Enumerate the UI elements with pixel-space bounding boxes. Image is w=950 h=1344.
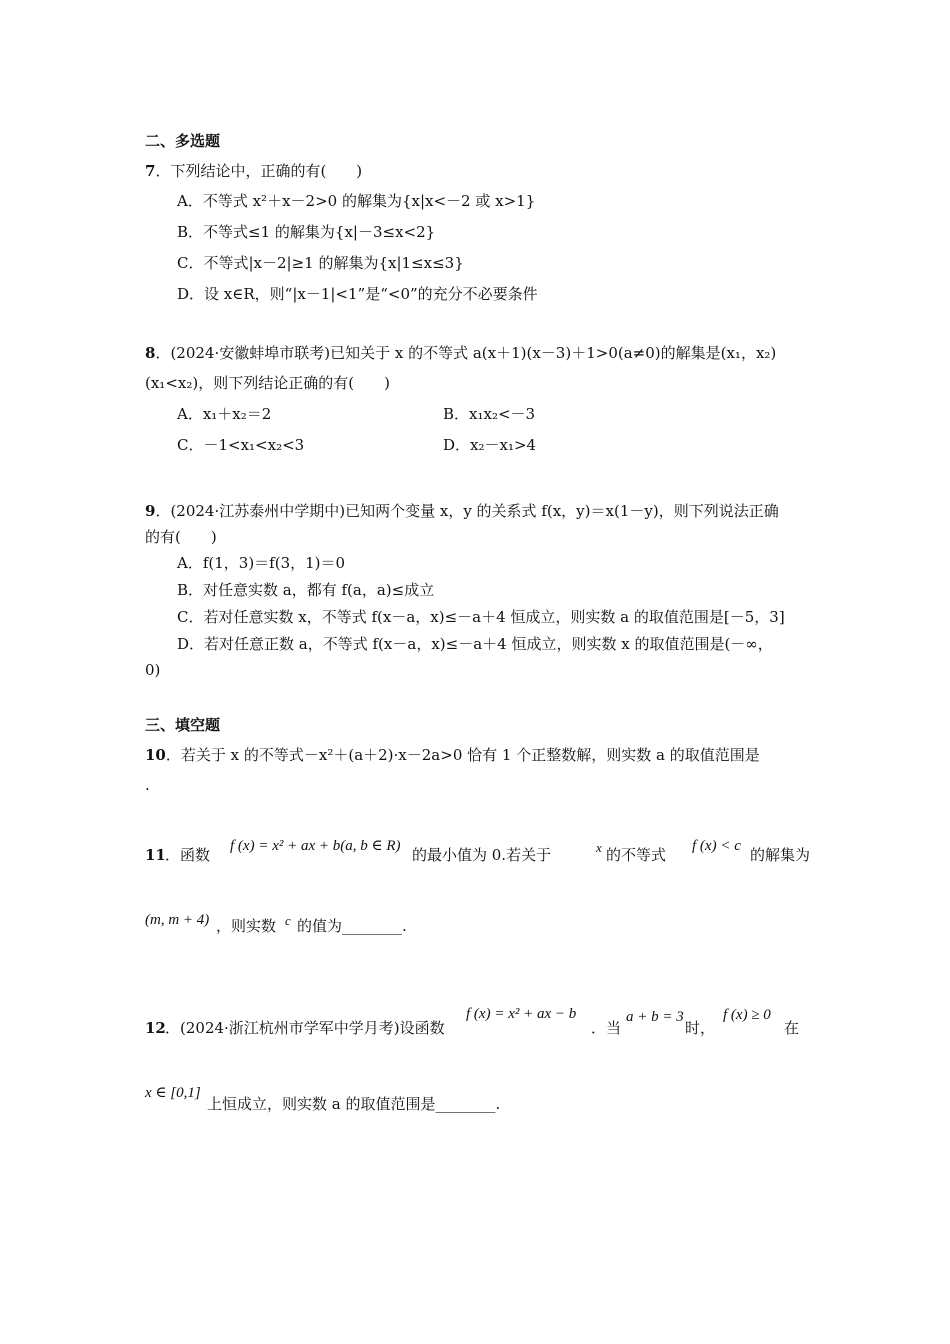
question-9-option-a: A．f(1，3)＝f(3，1)＝0 <box>177 554 346 572</box>
question-9-option-b: B．对任意实数 a，都有 f(a，a)≤成立 <box>177 581 435 599</box>
question-9-stem-line2: 的有( ) <box>145 528 217 546</box>
question-number: 9 <box>145 502 156 520</box>
question-11-text-5: ，则实数 <box>216 917 277 935</box>
question-12-number: 12 <box>145 1019 166 1037</box>
question-11-text-3: 的不等式 <box>606 846 667 864</box>
question-7-stem <box>145 161 362 181</box>
question-12-text-1: ．(2024·浙江杭州市学军中学月考)设函数 <box>165 1019 445 1037</box>
question-7-option-b: B．不等式≤1 的解集为{x|－3≤x<2} <box>177 223 436 241</box>
question-12-formula-sum: a + b = 3 <box>626 1009 684 1025</box>
question-8-stem-line1 <box>145 343 776 363</box>
question-text: ．若关于 x 的不等式－x²＋(a＋2)·x－2a>0 恰有 1 个正整数解，则实数 a 的取值范围是 <box>165 746 760 764</box>
question-7-option-a: A．不等式 x²＋x－2>0 的解集为{x|x<－2 或 x>1} <box>177 192 536 210</box>
question-8-option-a: A．x₁＋x₂＝2 <box>177 405 272 423</box>
question-7-option-c: C．不等式|x－2|≥1 的解集为{x|1≤x≤3} <box>177 254 464 272</box>
question-7-option-d: D．设 x∈R，则“|x－1|<1”是“<0”的充分不必要条件 <box>177 285 538 303</box>
question-11-formula-inequality: f (x) < c <box>692 838 741 854</box>
question-number: 7 <box>145 162 156 180</box>
question-12-formula-domain: x ∈ [0,1] <box>145 1085 201 1101</box>
question-12-formula-nonnegative: f (x) ≥ 0 <box>723 1007 771 1023</box>
question-9-option-d-line2: 0) <box>145 661 161 679</box>
section-title-multiple-choice: 二、多选题 <box>145 132 221 150</box>
section-title-fill-in: 三、填空题 <box>145 716 221 734</box>
question-11-formula-x: x <box>596 840 602 855</box>
question-8-stem-line2: (x₁<x₂)，则下列结论正确的有( ) <box>145 374 390 392</box>
question-10-stem-line1 <box>145 745 760 765</box>
question-12-text-5: 上恒成立，则实数 a 的取值范围是________. <box>207 1095 501 1113</box>
question-9-option-c: C．若对任意实数 x，不等式 f(x－a，x)≤－a＋4 恒成立，则实数 a 的取值范围是[－5，3] <box>177 608 785 626</box>
question-number: 8 <box>145 344 156 362</box>
question-text: ．(2024·安徽蚌埠市联考)已知关于 x 的不等式 a(x＋1)(x－3)＋1>0(a≠0)的解集是(x₁，x₂) <box>155 344 777 362</box>
question-11-text-1: ．函数 <box>165 846 211 864</box>
question-11-number: 11 <box>145 846 166 864</box>
question-11-formula-f: f (x) = x² + ax + b(a, b ∈ R) <box>230 838 401 854</box>
question-11-text-6: 的值为________. <box>297 917 407 935</box>
question-12-text-3: 时， <box>685 1019 716 1037</box>
question-9-stem-line1 <box>145 501 779 521</box>
question-9-option-d-line1: D．若对任意正数 a，不等式 f(x－a，x)≤－a＋4 恒成立，则实数 x 的取值范围是(－∞， <box>177 635 773 653</box>
question-11-text-2: 的最小值为 0.若关于 <box>412 846 552 864</box>
question-11-formula-c: c <box>285 913 291 928</box>
question-12-formula-f: f (x) = x² + ax − b <box>466 1006 577 1022</box>
question-12-text-2: ．当 <box>591 1019 622 1037</box>
question-11-text-4: 的解集为 <box>750 846 811 864</box>
question-8-option-d: D．x₂－x₁>4 <box>443 436 537 454</box>
question-10-stem-line2: . <box>145 776 150 794</box>
question-number: 10 <box>145 746 166 764</box>
question-12-text-4: 在 <box>784 1019 800 1037</box>
question-8-option-c: C．－1<x₁<x₂<3 <box>177 436 305 454</box>
question-11-formula-interval: (m, m + 4) <box>145 912 210 928</box>
question-text: ．下列结论中，正确的有( ) <box>155 162 363 180</box>
question-8-option-b: B．x₁x₂<－3 <box>443 405 536 423</box>
question-text: ．(2024·江苏泰州中学期中)已知两个变量 x，y 的关系式 f(x，y)＝x(1－y)，则下列说法正确 <box>155 502 779 520</box>
